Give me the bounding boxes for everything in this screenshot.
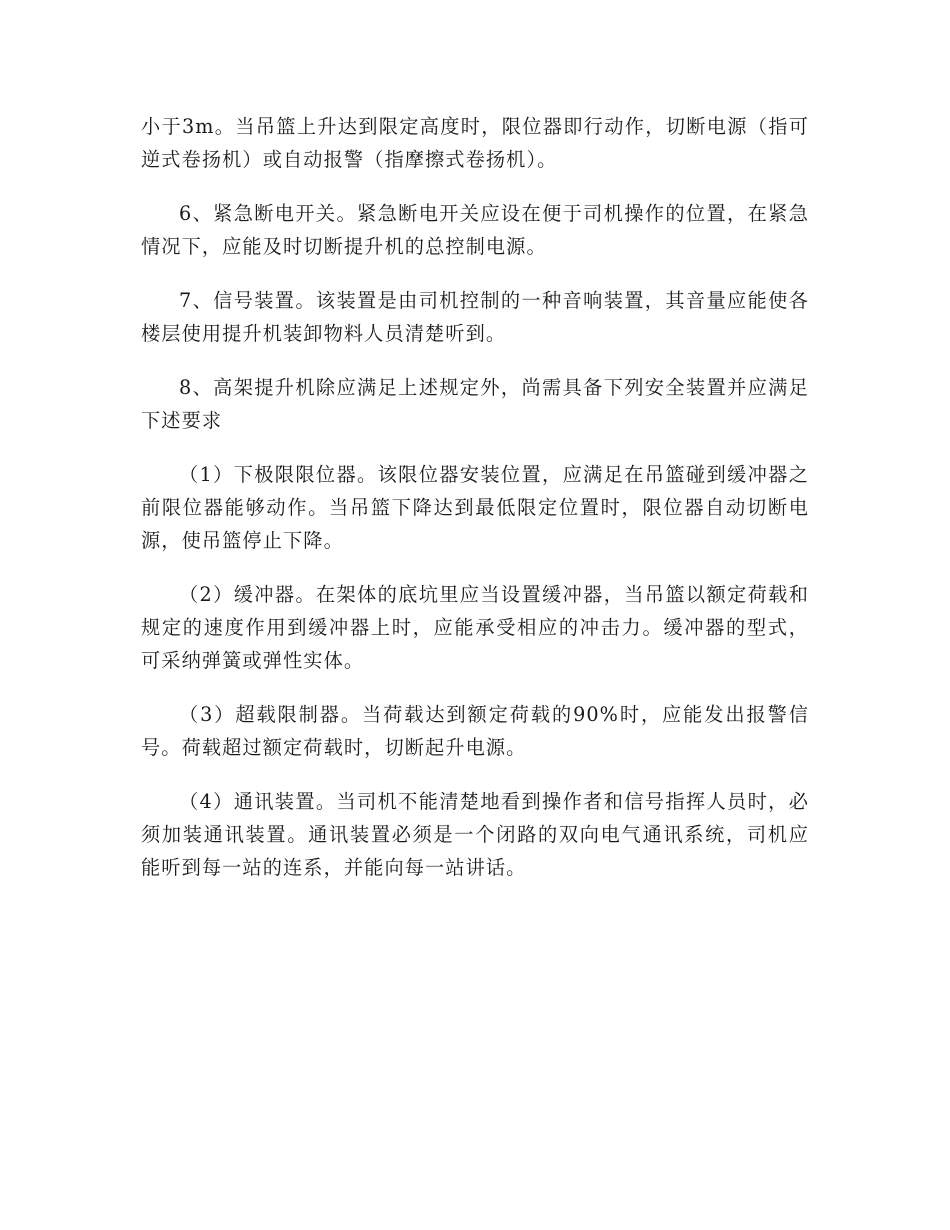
paragraph-communication-device: （4）通讯装置。当司机不能清楚地看到操作者和信号指挥人员时，必须加装通讯装置。通讯装置必须是一个闭路的双向电气通讯系统，司机应能听到每一站的连系，并能向每一站讲话。 (141, 790, 809, 879)
document-body (141, 110, 809, 905)
paragraph-signal-device: 7、信号装置。该装置是由司机控制的一种音响装置，其音量应能使各楼层使用提升机装卸物料人员清楚听到。 (141, 289, 809, 345)
paragraph-continuation: 小于3m。当吊篮上升达到限定高度时，限位器即行动作，切断电源（指可逆式卷扬机）或自动报警（指摩擦式卷扬机）。 (141, 115, 809, 171)
paragraph-overload-limiter: （3）超载限制器。当荷载达到额定荷载的90%时，应能发出报警信号。荷载超过额定荷载时，切断起升电源。 (141, 703, 809, 759)
paragraph-high-hoist-requirements: 8、高架提升机除应满足上述规定外，尚需具备下列安全装置并应满足下述要求 (141, 376, 809, 432)
paragraph-lower-limit-switch: （1）下极限限位器。该限位器安装位置，应满足在吊篮碰到缓冲器之前限位器能够动作。当吊篮下降达到最低限定位置时，限位器自动切断电源，使吊篮停止下降。 (141, 463, 809, 552)
paragraph-buffer: （2）缓冲器。在架体的底坑里应当设置缓冲器，当吊篮以额定荷载和规定的速度作用到缓冲器上时，应能承受相应的冲击力。缓冲器的型式，可采纳弹簧或弹性实体。 (141, 583, 809, 672)
paragraph-emergency-switch: 6、紧急断电开关。紧急断电开关应设在便于司机操作的位置，在紧急情况下，应能及时切断提升机的总控制电源。 (141, 202, 809, 258)
